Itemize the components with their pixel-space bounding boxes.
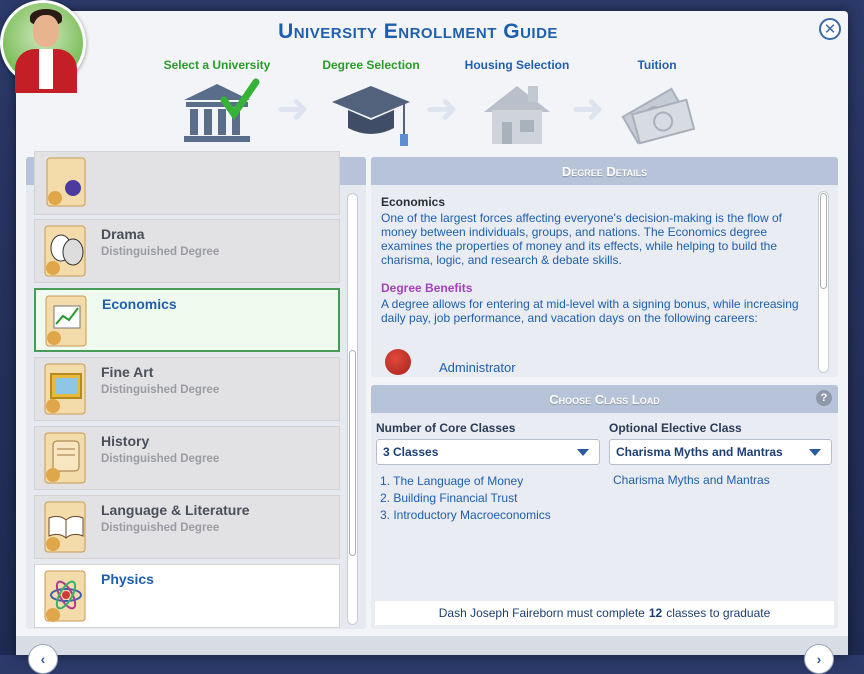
step-label: Housing Selection — [464, 58, 570, 72]
fine-art-painting-icon — [37, 360, 95, 418]
step-label: Degree Selection — [322, 58, 420, 72]
drama-masks-icon — [37, 222, 95, 280]
core-classes-label: Number of Core Classes — [376, 421, 516, 435]
sim-avatar — [0, 0, 86, 86]
elective-selected: Charisma Myths and Mantras — [613, 473, 770, 487]
degree-item-economics[interactable] — [34, 288, 340, 352]
step-degree-selection[interactable] — [301, 58, 441, 152]
economics-chart-icon — [38, 292, 96, 350]
degree-name: Physics — [101, 571, 154, 587]
arrow-icon: ➜ — [571, 87, 605, 131]
grad-prefix: Dash Joseph Faireborn must complete — [438, 606, 645, 620]
step-label: Select a University — [163, 58, 271, 72]
elective-class-value: Charisma Myths and Mantras — [616, 445, 783, 459]
grad-count: 12 — [648, 606, 663, 620]
dialog-title: University Enrollment Guide — [278, 20, 558, 43]
details-scrollbar[interactable] — [818, 191, 829, 373]
degree-item-drama[interactable] — [34, 219, 340, 283]
step-housing-selection[interactable] — [447, 58, 587, 152]
graduation-requirement — [375, 601, 834, 625]
degree-scroll-icon — [37, 154, 95, 212]
money-icon — [614, 78, 700, 152]
degree-name: Fine Art — [101, 364, 154, 380]
details-description: One of the largest forces affecting everyone's decision-making is the flow of money between individuals, groups, and nations. The Economics degree examines the properties of money and its effects, while helping to build the charisma, logic, and research & debate skills. — [381, 211, 782, 267]
degree-subtitle: Distinguished Degree — [101, 384, 220, 396]
elective-class-label: Optional Elective Class — [609, 421, 742, 435]
step-label: Tuition — [637, 58, 677, 72]
degree-item-history[interactable] — [34, 426, 340, 490]
degree-name: Drama — [101, 226, 145, 242]
degree-item-fine-art[interactable] — [34, 357, 340, 421]
class-load-header: Choose Class Load — [371, 385, 838, 413]
house-icon — [474, 78, 560, 152]
degree-name: Language & Literature — [101, 502, 250, 518]
benefits-text: A degree allows for entering at mid-level with a signing bonus, while increasing daily pay, job performance, and vacation days on the following careers: — [381, 297, 799, 325]
degree-item-language-literature[interactable] — [34, 495, 340, 559]
next-button[interactable]: › — [804, 644, 834, 674]
list-item: 2. Building Financial Trust — [380, 491, 518, 505]
degree-subtitle: Distinguished Degree — [101, 522, 220, 534]
dialog-footer — [16, 636, 848, 655]
details-title: Economics — [381, 195, 446, 209]
core-classes-value: 3 Classes — [383, 445, 439, 459]
grad-suffix: classes to graduate — [666, 606, 771, 620]
help-button[interactable]: ? — [816, 390, 832, 406]
degree-details-panel — [371, 157, 838, 377]
apple-icon — [385, 349, 411, 375]
chevron-down-icon — [577, 449, 589, 456]
close-button[interactable]: ✕ — [819, 18, 841, 40]
class-load-panel — [371, 385, 838, 629]
list-item: 3. Introductory Macroeconomics — [380, 508, 551, 522]
arrow-icon: ➜ — [425, 87, 459, 131]
scrollbar-thumb[interactable] — [349, 350, 356, 556]
open-book-icon — [37, 498, 95, 556]
university-building-icon — [174, 78, 260, 152]
atom-icon — [37, 567, 95, 625]
benefits-title: Degree Benefits — [381, 281, 473, 295]
degree-name: History — [101, 433, 150, 449]
core-class-list — [380, 473, 551, 524]
degree-programs-panel — [26, 157, 366, 629]
degree-list — [34, 193, 340, 627]
arrow-icon: ➜ — [276, 87, 310, 131]
core-classes-dropdown[interactable] — [376, 439, 600, 465]
degree-subtitle: Distinguished Degree — [101, 246, 220, 258]
degree-item-physics[interactable] — [34, 564, 340, 628]
graduation-cap-icon — [328, 78, 414, 152]
degree-details-header: Degree Details — [371, 157, 838, 185]
scrollbar-thumb[interactable] — [820, 193, 827, 289]
degree-list-scrollbar[interactable] — [347, 193, 358, 625]
step-tuition[interactable] — [587, 58, 727, 152]
career-name: Administrator — [439, 360, 516, 375]
back-button[interactable]: ‹ — [28, 644, 58, 674]
chevron-down-icon — [809, 449, 821, 456]
degree-item-partial[interactable] — [34, 151, 340, 215]
history-scroll-icon — [37, 429, 95, 487]
degree-details-text — [381, 195, 811, 325]
elective-class-dropdown[interactable] — [609, 439, 832, 465]
degree-name: Economics — [102, 296, 177, 312]
step-select-university[interactable] — [147, 58, 287, 152]
career-item — [383, 349, 683, 373]
list-item: 1. The Language of Money — [380, 474, 524, 488]
degree-subtitle: Distinguished Degree — [101, 453, 220, 465]
